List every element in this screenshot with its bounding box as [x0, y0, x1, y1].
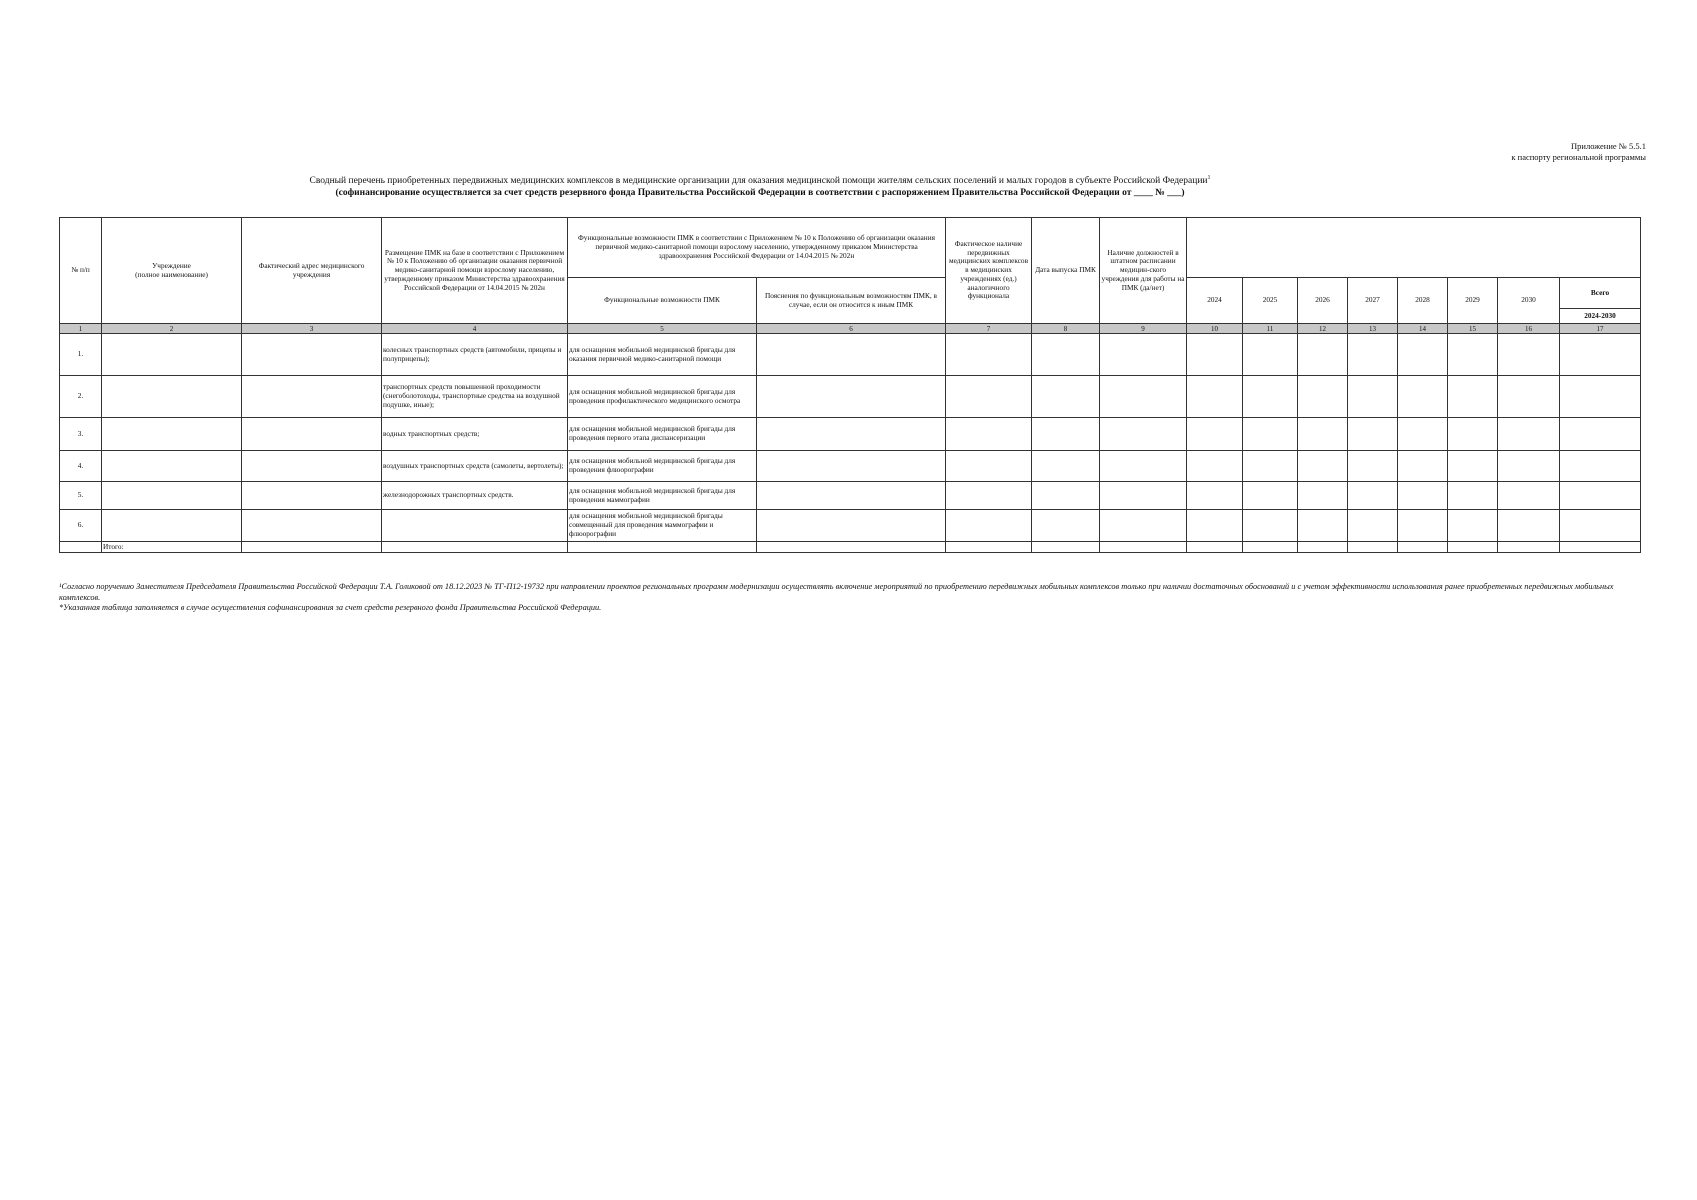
header-year-2027: 2027 [1348, 278, 1398, 324]
cell-year [1448, 418, 1498, 451]
cell-year [1348, 334, 1398, 376]
cell-issue-date [1032, 376, 1100, 418]
row-number: 6. [60, 510, 102, 542]
col-number: 2 [102, 324, 242, 334]
cell-placement: транспортных средств повышенной проходимости (снегоболотоходы, транспортные средства на воздушной подушке, иные); [382, 376, 568, 418]
cell-year [1348, 376, 1398, 418]
cell-explanations [757, 376, 946, 418]
cell-year [1498, 418, 1560, 451]
header-year-2028: 2028 [1398, 278, 1448, 324]
total-cell [1560, 542, 1641, 553]
cell-address [242, 418, 382, 451]
header-year-2024: 2024 [1187, 278, 1243, 324]
row-number: 1. [60, 334, 102, 376]
cell-year [1298, 510, 1348, 542]
document-title [0, 172, 1520, 199]
cell-placement: железнодорожных транспортных средств. [382, 482, 568, 510]
cell-year [1348, 451, 1398, 482]
col-number: 5 [568, 324, 757, 334]
cell-issue-date [1032, 510, 1100, 542]
cell-year [1398, 418, 1448, 451]
cell-year [1398, 334, 1448, 376]
cell-year [1243, 510, 1298, 542]
pmk-table [59, 217, 1641, 553]
cell-institution [102, 451, 242, 482]
total-cell [1187, 542, 1243, 553]
header-issue-date: Дата выпуска ПМК [1032, 218, 1100, 324]
row-number: 5. [60, 482, 102, 510]
cell-actual [946, 376, 1032, 418]
header-year-2029: 2029 [1448, 278, 1498, 324]
cell-year [1187, 334, 1243, 376]
appendix-line-1: Приложение № 5.5.1 [1571, 141, 1646, 151]
header-functional: Функциональные возможности ПМК [568, 278, 757, 324]
cell-year [1187, 510, 1243, 542]
cell-actual [946, 451, 1032, 482]
cell-placement [382, 510, 568, 542]
header-institution [102, 218, 242, 324]
cell-year [1398, 482, 1448, 510]
total-row-num [60, 542, 102, 553]
cell-year [1243, 334, 1298, 376]
cell-actual [946, 334, 1032, 376]
cell-year [1448, 510, 1498, 542]
cell-issue-date [1032, 334, 1100, 376]
cell-year [1187, 482, 1243, 510]
cell-year [1498, 510, 1560, 542]
cell-year [1448, 451, 1498, 482]
title-line-1 [0, 172, 1520, 187]
cell-institution [102, 510, 242, 542]
cell-explanations [757, 451, 946, 482]
col-number: 9 [1100, 324, 1187, 334]
cell-year [1448, 482, 1498, 510]
total-cell [1398, 542, 1448, 553]
col-number: 6 [757, 324, 946, 334]
cell-year [1398, 451, 1448, 482]
col-number: 17 [1560, 324, 1641, 334]
header-placement: Размещение ПМК на базе в соответствии с Приложением № 10 к Положению об организации оказания первичной медико-санитарной помощи взрослому населению, утвержденному приказом Министерства здравоохранения Российской Федерации от 14.04.2015 № 202н [382, 218, 568, 324]
col-number: 8 [1032, 324, 1100, 334]
col-number: 11 [1243, 324, 1298, 334]
table-row [60, 510, 1641, 542]
cell-functional: для оснащения мобильной медицинской бригады для проведения флюорографии [568, 451, 757, 482]
cell-year [1298, 451, 1348, 482]
cell-year [1187, 418, 1243, 451]
col-number: 3 [242, 324, 382, 334]
cell-actual [946, 482, 1032, 510]
col-number: 1 [60, 324, 102, 334]
cell-total [1560, 451, 1641, 482]
header-total: Всего [1560, 278, 1641, 309]
table-row [60, 418, 1641, 451]
cell-year [1348, 482, 1398, 510]
header-functional-group: Функциональные возможности ПМК в соответствии с Приложением № 10 к Положению об организации оказания первичной медико-санитарной помощи взрослому населению, утвержденному приказом Министерства здравоохранения Российской Федерации от 14.04.2015 № 202н [568, 218, 946, 278]
col-number: 16 [1498, 324, 1560, 334]
col-number: 14 [1398, 324, 1448, 334]
total-cell [757, 542, 946, 553]
cell-placement: воздушных транспортных средств (самолеты, вертолеты); [382, 451, 568, 482]
appendix-line-2: к паспорту региональной программы [1511, 152, 1646, 162]
cell-total [1560, 376, 1641, 418]
total-cell [1032, 542, 1100, 553]
header-explanations: Пояснения по функциональным возможностям ПМК, в случае, если он относится к иным ПМК [757, 278, 946, 324]
cell-functional: для оснащения мобильной медицинской бригады для оказания первичной медико-санитарной помощи [568, 334, 757, 376]
header-year-2026: 2026 [1298, 278, 1348, 324]
cell-year [1187, 376, 1243, 418]
cell-total [1560, 510, 1641, 542]
cell-year [1298, 376, 1348, 418]
cell-staff [1100, 418, 1187, 451]
footnote-2: *Указанная таблица заполняется в случае осуществления софинансирования за счет средств резервного фонда Правительства Российской Федерации. [59, 603, 602, 612]
cell-issue-date [1032, 482, 1100, 510]
cell-total [1560, 482, 1641, 510]
total-cell [1498, 542, 1560, 553]
total-cell [1298, 542, 1348, 553]
total-cell [568, 542, 757, 553]
cell-address [242, 510, 382, 542]
header-years-group [1187, 218, 1641, 278]
cell-issue-date [1032, 451, 1100, 482]
header-year-2030: 2030 [1498, 278, 1560, 324]
col-number: 12 [1298, 324, 1348, 334]
cell-functional: для оснащения мобильной медицинской бригады для проведения первого этапа диспансеризации [568, 418, 757, 451]
cell-staff [1100, 451, 1187, 482]
total-cell [1100, 542, 1187, 553]
footnote-1: ¹Согласно поручению Заместителя Председателя Правительства Российской Федерации Т.А. Голиковой от 18.12.2023 № ТГ-П12-19732 при направлении проектов региональных программ модернизации осуществлять включение мероприятий по приобретению передвижных мобильных комплексов только при наличии достаточных обоснований и с учетом эффективности использования ранее приобретенных передвижных мобильных комплексов. [59, 582, 1614, 602]
cell-staff [1100, 510, 1187, 542]
col-number: 7 [946, 324, 1032, 334]
cell-year [1298, 482, 1348, 510]
cell-year [1187, 451, 1243, 482]
col-number: 13 [1348, 324, 1398, 334]
cell-institution [102, 334, 242, 376]
header-num: № п/п [60, 218, 102, 324]
total-row [60, 542, 1641, 553]
cell-year [1398, 510, 1448, 542]
total-cell [242, 542, 382, 553]
cell-year [1243, 451, 1298, 482]
table-row [60, 451, 1641, 482]
cell-total [1560, 334, 1641, 376]
table-row [60, 376, 1641, 418]
cell-functional: для оснащения мобильной медицинской бригады для проведения профилактического медицинского осмотра [568, 376, 757, 418]
cell-address [242, 451, 382, 482]
title-line-1-text: Сводный перечень приобретенных передвижных медицинских комплексов в медицинские организации для оказания медицинской помощи жителям сельских поселений и малых городов в субъекте Российской Федерации [309, 176, 1208, 187]
row-number: 4. [60, 451, 102, 482]
title-line-2: (софинансирование осуществляется за счет средств резервного фонда Правительства Российской Федерации в соответствии с распоряжением Правительства Российской Федерации от ____ № ___) [335, 188, 1185, 199]
header-total-period: 2024-2030 [1560, 309, 1641, 324]
cell-explanations [757, 510, 946, 542]
header-institution-text: Учреждение (полное наименование) [135, 260, 208, 279]
cell-year [1243, 418, 1298, 451]
row-number: 3. [60, 418, 102, 451]
table-row [60, 482, 1641, 510]
cell-institution [102, 376, 242, 418]
col-number: 10 [1187, 324, 1243, 334]
header-staff: Наличие должностей в штатном расписании медицин-ского учреждения для работы на ПМК (да/нет) [1100, 218, 1187, 324]
total-cell [1448, 542, 1498, 553]
cell-functional: для оснащения мобильной медицинской бригады для проведения маммографии [568, 482, 757, 510]
cell-actual [946, 510, 1032, 542]
total-cell [1243, 542, 1298, 553]
cell-year [1348, 510, 1398, 542]
cell-year [1298, 418, 1348, 451]
cell-year [1243, 482, 1298, 510]
col-number: 4 [382, 324, 568, 334]
cell-institution [102, 418, 242, 451]
cell-address [242, 334, 382, 376]
col-number: 15 [1448, 324, 1498, 334]
header-actual: Фактическое наличие передвижных медицинских комплексов в медицинских учреждениях (ед.) аналогичного функционала [946, 218, 1032, 324]
cell-explanations [757, 334, 946, 376]
cell-address [242, 376, 382, 418]
cell-total [1560, 418, 1641, 451]
table-row [60, 334, 1641, 376]
cell-functional: для оснащения мобильной медицинской бригады совмещенный для проведения маммографии и флюорографии [568, 510, 757, 542]
footnotes [59, 582, 1619, 614]
total-label: Итого: [102, 542, 242, 553]
total-cell [382, 542, 568, 553]
cell-year [1498, 482, 1560, 510]
cell-year [1348, 418, 1398, 451]
cell-placement: водных транспортных средств; [382, 418, 568, 451]
column-number-row [60, 324, 1641, 334]
cell-issue-date [1032, 418, 1100, 451]
header-year-2025: 2025 [1243, 278, 1298, 324]
cell-year [1448, 376, 1498, 418]
appendix-note [1511, 141, 1646, 163]
cell-year [1498, 334, 1560, 376]
cell-year [1448, 334, 1498, 376]
cell-staff [1100, 334, 1187, 376]
cell-year [1398, 376, 1448, 418]
cell-actual [946, 418, 1032, 451]
title-footnote-ref: 1 [1207, 175, 1211, 181]
cell-year [1298, 334, 1348, 376]
cell-placement: колесных транспортных средств (автомобили, прицепы и полуприцепы); [382, 334, 568, 376]
header-address: Фактический адрес медицинского учреждения [242, 218, 382, 324]
cell-institution [102, 482, 242, 510]
total-cell [1348, 542, 1398, 553]
cell-year [1243, 376, 1298, 418]
cell-staff [1100, 376, 1187, 418]
total-cell [946, 542, 1032, 553]
cell-year [1498, 376, 1560, 418]
cell-staff [1100, 482, 1187, 510]
cell-explanations [757, 482, 946, 510]
cell-address [242, 482, 382, 510]
row-number: 2. [60, 376, 102, 418]
cell-year [1498, 451, 1560, 482]
cell-explanations [757, 418, 946, 451]
